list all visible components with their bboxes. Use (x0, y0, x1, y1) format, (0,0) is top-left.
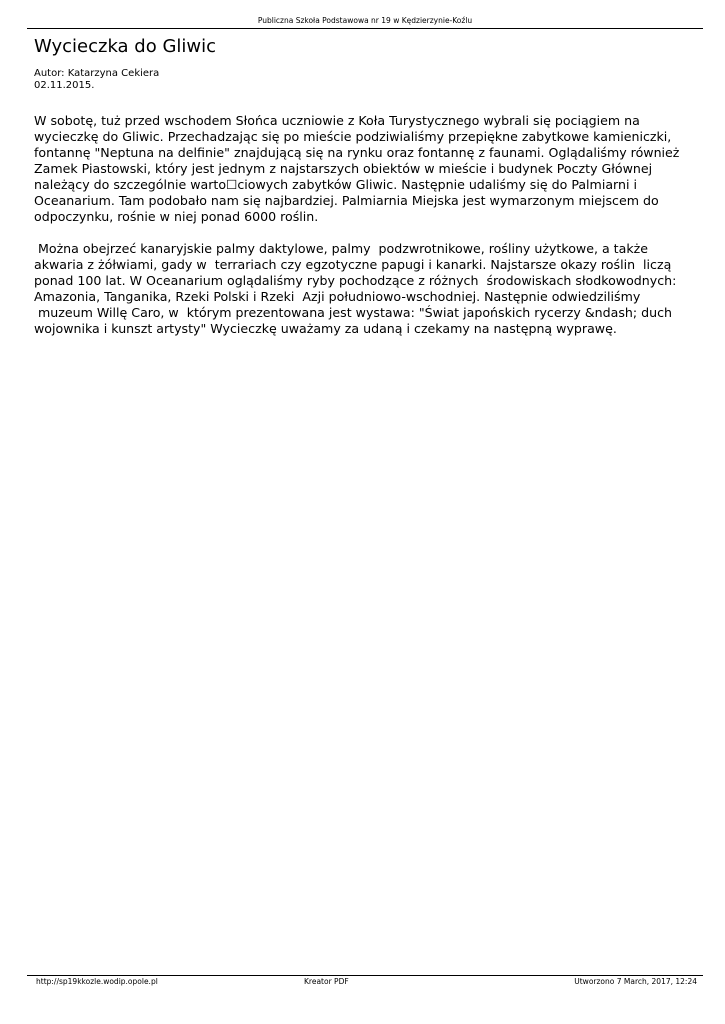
generator-label: Kreator PDF (304, 977, 349, 986)
page-footer (27, 975, 703, 988)
article-title: Wycieczka do Gliwic (34, 36, 217, 57)
article-date: 02.11.2015. (34, 80, 95, 91)
site-url: http://sp19kkozle.wodip.opole.pl (36, 977, 158, 986)
paragraph-line: ponad 100 lat. W Oceanarium oglądaliśmy ryby pochodzące z różnych środowiskach słodkowodnych: (34, 273, 677, 288)
paragraph-line: akwaria z żółwiami, gady w terrariach czy egzotyczne papugi i kanarki. Najstarsze okazy roślin liczą (34, 257, 672, 272)
paragraph-line: Można obejrzeć kanaryjskie palmy daktylowe, palmy podzwrotnikowe, rośliny użytkowe, a także (34, 241, 648, 256)
article-body (34, 113, 710, 337)
created-timestamp: Utworzono 7 March, 2017, 12:24 (574, 977, 697, 986)
paragraph-line: muzeum Willę Caro, w którym prezentowana jest wystawa: "Świat japońskich rycerzy &ndash; duch (34, 305, 673, 320)
paragraph-line: fontannę "Neptuna na delfinie" znajdującą się na rynku oraz fontannę z faunami. Oglądaliśmy również (34, 145, 680, 160)
article-author: Autor: Katarzyna Cekiera (34, 68, 160, 79)
paragraph-line: wojownika i kunszt artysty" Wycieczkę uważamy za udaną i czekamy na następną wyprawę. (34, 321, 617, 336)
school-name: Publiczna Szkoła Podstawowa nr 19 w Kędzierzynie-Koźlu (257, 16, 473, 25)
paragraph-line: należący do szczególnie warto☐ciowych zabytków Gliwic. Następnie udaliśmy się do Palmiarni i (34, 177, 637, 192)
article-meta (34, 68, 159, 92)
paragraph-line: odpoczynku, rośnie w niej ponad 6000 roślin. (34, 209, 319, 224)
paragraph-line: Oceanarium. Tam podobało nam się najbardziej. Palmiarnia Miejska jest wymarzonym miejscem do (34, 193, 659, 208)
page-header (27, 13, 703, 29)
paragraph-2 (34, 241, 710, 337)
paragraph-1 (34, 113, 710, 225)
paragraph-line: wycieczkę do Gliwic. Przechadzając się po mieście podziwialiśmy przepiękne zabytkowe kamieniczki, (34, 129, 672, 144)
paragraph-line: Amazonia, Tanganika, Rzeki Polski i Rzeki Azji południowo-wschodniej. Następnie odwiedziliśmy (34, 289, 641, 304)
paragraph-line: W sobotę, tuż przed wschodem Słońca uczniowie z Koła Turystycznego wybrali się pociągiem na (34, 113, 640, 128)
paragraph-line: Zamek Piastowski, który jest jednym z najstarszych obiektów w mieście i budynek Poczty Głównej (34, 161, 653, 176)
